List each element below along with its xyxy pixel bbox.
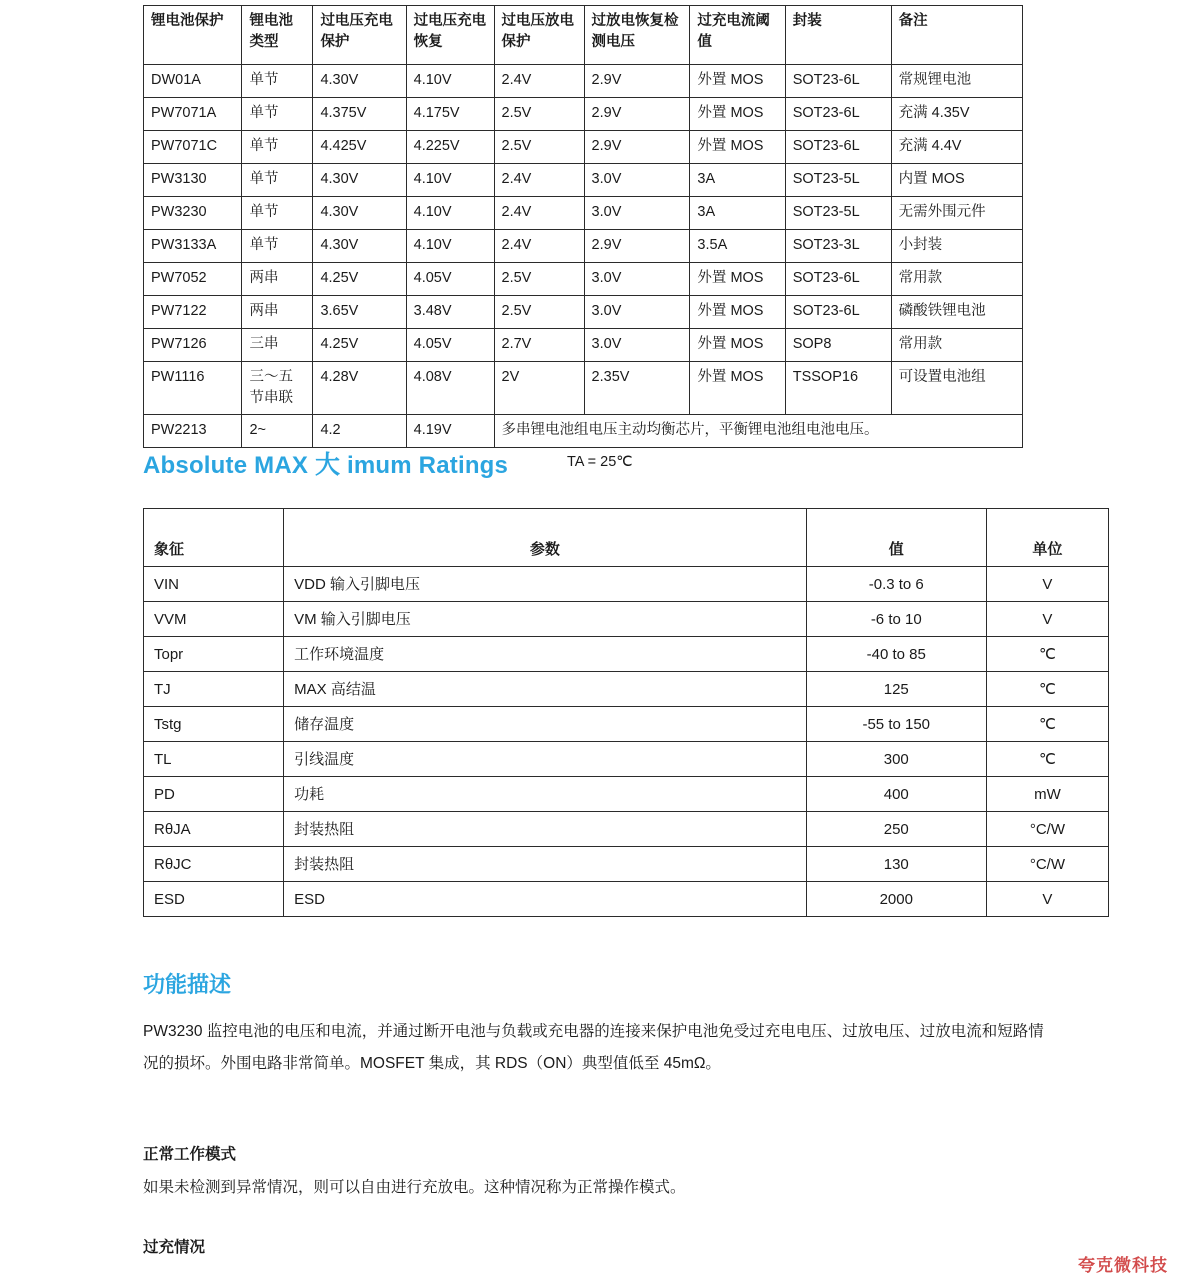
cell: ESD [284,882,807,917]
cell: 4.30V [313,230,406,263]
cell: Tstg [144,707,284,742]
cell: 4.2 [313,415,406,448]
cell: 3.0V [584,197,690,230]
cell: 3.0V [584,263,690,296]
cell: 三串 [242,329,313,362]
normal-mode-paragraph: 如果未检测到异常情况，则可以自由进行充放电。这种情况称为正常操作模式。 [143,1179,686,1196]
cell: 2~ [242,415,313,448]
chip-comparison-table [143,5,1023,448]
cell: 外置 MOS [690,263,785,296]
cell: PD [144,777,284,812]
cell: 2.9V [584,230,690,263]
column-header: 单位 [986,509,1108,567]
cell: 外置 MOS [690,98,785,131]
heading-part-pre: Absolute MAX [143,452,315,479]
cell: 3.0V [584,164,690,197]
cell: 2000 [806,882,986,917]
cell: 小封装 [891,230,1022,263]
cell: 4.25V [313,263,406,296]
cell: 2.35V [584,362,690,415]
cell-note: 多串锂电池组电压主动均衡芯片，平衡锂电池组电池电压。 [494,415,1022,448]
cell: 单节 [242,164,313,197]
cell: VIN [144,567,284,602]
cell: SOT23-5L [785,197,891,230]
cell: 250 [806,812,986,847]
column-header: 锂电池保护 [144,6,242,65]
cell: Topr [144,637,284,672]
cell: 外置 MOS [690,362,785,415]
cell: 2.4V [494,230,584,263]
cell: 4.08V [406,362,494,415]
cell: 4.175V [406,98,494,131]
cell: -55 to 150 [806,707,986,742]
column-header: 过电压放电保护 [494,6,584,65]
cell: 单节 [242,65,313,98]
cell: 4.225V [406,131,494,164]
cell: 2.9V [584,65,690,98]
cell: VVM [144,602,284,637]
table-row [144,98,1023,131]
cell: 充满 4.35V [891,98,1022,131]
cell: 引线温度 [284,742,807,777]
cell: 300 [806,742,986,777]
cell: V [986,567,1108,602]
cell: PW7122 [144,296,242,329]
cell: 2V [494,362,584,415]
cell: 130 [806,847,986,882]
cell: -0.3 to 6 [806,567,986,602]
cell: 125 [806,672,986,707]
cell: SOT23-6L [785,65,891,98]
cell: 常用款 [891,263,1022,296]
table-row [144,131,1023,164]
function-paragraph: PW3230 监控电池的电压和电流，并通过断开电池与负载或充电器的连接来保护电池免受过充电电压、过放电压、过放电流和短路情况的损坏。外围电路非常简单。MOSFET 集成，其 RDS（ON）典型值低至 45mΩ。 [143,1023,1044,1072]
cell: 3.5A [690,230,785,263]
subheading-normal-mode: 正常工作模式 [143,1146,237,1163]
cell: 2.9V [584,131,690,164]
table-row [144,362,1023,415]
cell: 4.10V [406,197,494,230]
table-row [144,777,1109,812]
section-heading-absolute-max [143,445,508,481]
cell: 磷酸铁锂电池 [891,296,1022,329]
column-header: 过电压充电恢复 [406,6,494,65]
table-row [144,230,1023,263]
heading-part-post: imum Ratings [340,452,509,479]
cell: ℃ [986,707,1108,742]
cell: 4.30V [313,197,406,230]
cell: 外置 MOS [690,65,785,98]
cell: RθJC [144,847,284,882]
cell: 4.05V [406,329,494,362]
cell: 常用款 [891,329,1022,362]
cell: 4.10V [406,164,494,197]
cell: RθJA [144,812,284,847]
cell: 封装热阻 [284,812,807,847]
cell: ESD [144,882,284,917]
cell: SOP8 [785,329,891,362]
table-header-row [144,509,1109,567]
cell: 单节 [242,230,313,263]
table-row [144,847,1109,882]
cell: 功耗 [284,777,807,812]
cell: VM 输入引脚电压 [284,602,807,637]
company-logo-watermark: 夸克微科技 [1078,1256,1168,1275]
cell: 400 [806,777,986,812]
cell: 4.30V [313,65,406,98]
cell: 4.375V [313,98,406,131]
cell: PW7126 [144,329,242,362]
cell: ℃ [986,742,1108,777]
cell: 4.28V [313,362,406,415]
table-row [144,637,1109,672]
cell: 2.4V [494,197,584,230]
cell: TJ [144,672,284,707]
column-header: 过充电流阈值 [690,6,785,65]
cell: 储存温度 [284,707,807,742]
column-header: 象征 [144,509,284,567]
section-heading-function: 功能描述 [143,972,232,997]
cell: 单节 [242,98,313,131]
cell: PW7052 [144,263,242,296]
table-row [144,329,1023,362]
cell: PW7071A [144,98,242,131]
cell: SOT23-3L [785,230,891,263]
absolute-max-table [143,508,1109,917]
cell: PW3133A [144,230,242,263]
cell: 常规锂电池 [891,65,1022,98]
table-row [144,164,1023,197]
table-row [144,567,1109,602]
cell: 2.5V [494,131,584,164]
table-row [144,602,1109,637]
cell: 4.425V [313,131,406,164]
cell: V [986,882,1108,917]
cell: TSSOP16 [785,362,891,415]
cell: 内置 MOS [891,164,1022,197]
cell: MAX 高结温 [284,672,807,707]
column-header: 过放电恢复检测电压 [584,6,690,65]
cell: 3.48V [406,296,494,329]
cell: 外置 MOS [690,296,785,329]
cell: 2.4V [494,65,584,98]
column-header: 备注 [891,6,1022,65]
cell: 4.10V [406,65,494,98]
subheading-overcharge: 过充情况 [143,1239,206,1256]
cell: 4.10V [406,230,494,263]
cell: 单节 [242,197,313,230]
cell: 封装热阻 [284,847,807,882]
cell: 4.05V [406,263,494,296]
cell: SOT23-6L [785,98,891,131]
table-row [144,707,1109,742]
table-row [144,197,1023,230]
cell: 3A [690,164,785,197]
cell: TL [144,742,284,777]
cell: PW2213 [144,415,242,448]
table-header-row [144,6,1023,65]
cell: 充满 4.4V [891,131,1022,164]
cell: PW7071C [144,131,242,164]
cell: 3.0V [584,296,690,329]
cell: °C/W [986,812,1108,847]
cell: ℃ [986,672,1108,707]
column-header: 值 [806,509,986,567]
cell: 外置 MOS [690,329,785,362]
table-row [144,882,1109,917]
cell: °C/W [986,847,1108,882]
column-header: 过电压充电保护 [313,6,406,65]
cell: PW3230 [144,197,242,230]
heading-part-cn: 大 [314,451,341,479]
cell: 工作环境温度 [284,637,807,672]
cell: DW01A [144,65,242,98]
absolute-max-condition: TA = 25℃ [567,454,633,470]
table-row [144,296,1023,329]
cell: 两串 [242,263,313,296]
column-header: 参数 [284,509,807,567]
chip-comparison-table-wrapper [143,5,1023,448]
cell: PW3130 [144,164,242,197]
cell: 4.25V [313,329,406,362]
cell: V [986,602,1108,637]
cell: 2.5V [494,98,584,131]
cell: 3A [690,197,785,230]
cell: SOT23-5L [785,164,891,197]
column-header: 锂电池类型 [242,6,313,65]
cell: -6 to 10 [806,602,986,637]
table-row [144,65,1023,98]
cell: SOT23-6L [785,131,891,164]
cell: 2.4V [494,164,584,197]
cell: 单节 [242,131,313,164]
cell: 3.65V [313,296,406,329]
column-header: 封装 [785,6,891,65]
table-row [144,812,1109,847]
cell: -40 to 85 [806,637,986,672]
absolute-max-table-wrapper [143,508,1109,917]
table-row-merged [144,415,1023,448]
cell: 3.0V [584,329,690,362]
cell: 外置 MOS [690,131,785,164]
cell: SOT23-6L [785,263,891,296]
cell: ℃ [986,637,1108,672]
cell: 4.19V [406,415,494,448]
cell: 2.7V [494,329,584,362]
cell: 三～五节串联 [242,362,313,415]
cell: SOT23-6L [785,296,891,329]
table-row [144,672,1109,707]
cell: mW [986,777,1108,812]
cell: 2.5V [494,296,584,329]
cell: 无需外围元件 [891,197,1022,230]
table-row [144,742,1109,777]
cell: 4.30V [313,164,406,197]
table-row [144,263,1023,296]
cell: 2.5V [494,263,584,296]
cell: 可设置电池组 [891,362,1022,415]
cell: 2.9V [584,98,690,131]
cell: VDD 输入引脚电压 [284,567,807,602]
cell: 两串 [242,296,313,329]
cell: PW1116 [144,362,242,415]
